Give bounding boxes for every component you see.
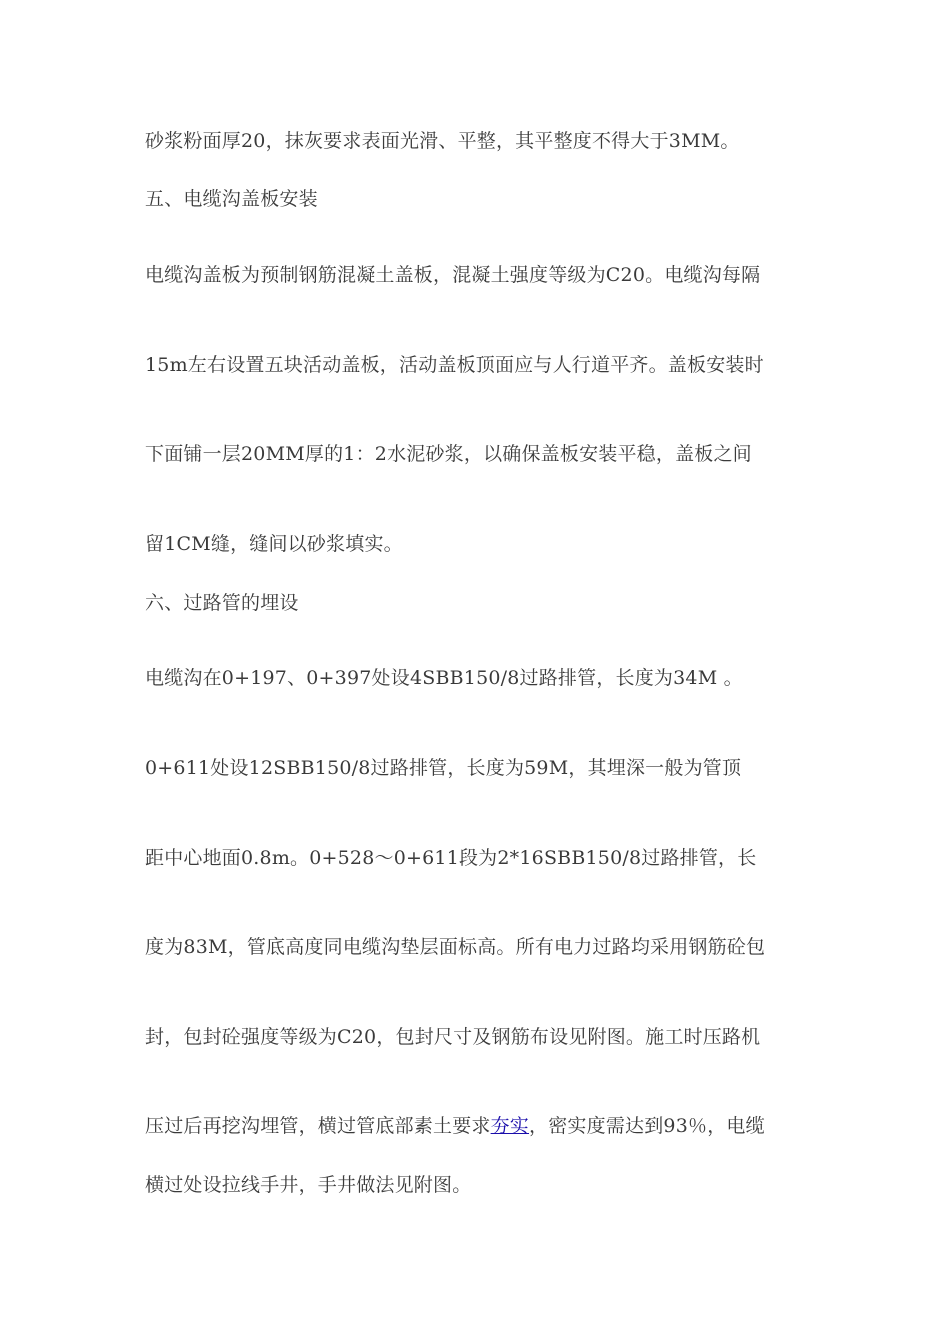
paragraph-line-7: 0+611处设12SBB150/8过路排管，长度为59M，其埋深一般为管顶: [145, 757, 742, 779]
paragraph-line-3: 15m左右设置五块活动盖板，活动盖板顶面应与人行道平齐。盖板安装时: [145, 354, 764, 376]
section-heading-6: 六、过路管的埋设: [145, 592, 299, 614]
paragraph-line-9: 度为83M，管底高度同电缆沟垫层面标高。所有电力过路均采用钢筋砼包: [145, 936, 766, 958]
paragraph-line-11: [145, 1113, 765, 1139]
paragraph-line-8: 距中心地面0.8m。0+528～0+611段为2*16SBB150/8过路排管，长: [145, 847, 757, 869]
paragraph-line-2: 电缆沟盖板为预制钢筋混凝土盖板，混凝土强度等级为C20。电缆沟每隔: [145, 264, 761, 286]
paragraph-line-6: 电缆沟在0+197、0+397处设4SBB150/8过路排管，长度为34M 。: [145, 667, 743, 689]
paragraph-line-1: 砂浆粉面厚20，抹灰要求表面光滑、平整，其平整度不得大于3MM。: [145, 130, 740, 152]
paragraph-text: 压过后再挖沟埋管，横过管底部素土要求: [145, 1115, 491, 1137]
paragraph-line-5: 留1CM缝，缝间以砂浆填实。: [145, 533, 403, 555]
paragraph-text: ，密实度需达到93％，电缆: [529, 1115, 765, 1137]
paragraph-line-4: 下面铺一层20MM厚的1：2水泥砂浆，以确保盖板安装平稳，盖板之间: [145, 443, 752, 465]
hangtu-link[interactable]: 夯实: [490, 1115, 530, 1137]
section-heading-5: 五、电缆沟盖板安装: [145, 188, 318, 210]
paragraph-line-12: 横过处设拉线手井，手井做法见附图。: [145, 1174, 472, 1196]
paragraph-line-10: 封，包封砼强度等级为C20，包封尺寸及钢筋布设见附图。施工时压路机: [145, 1026, 761, 1048]
